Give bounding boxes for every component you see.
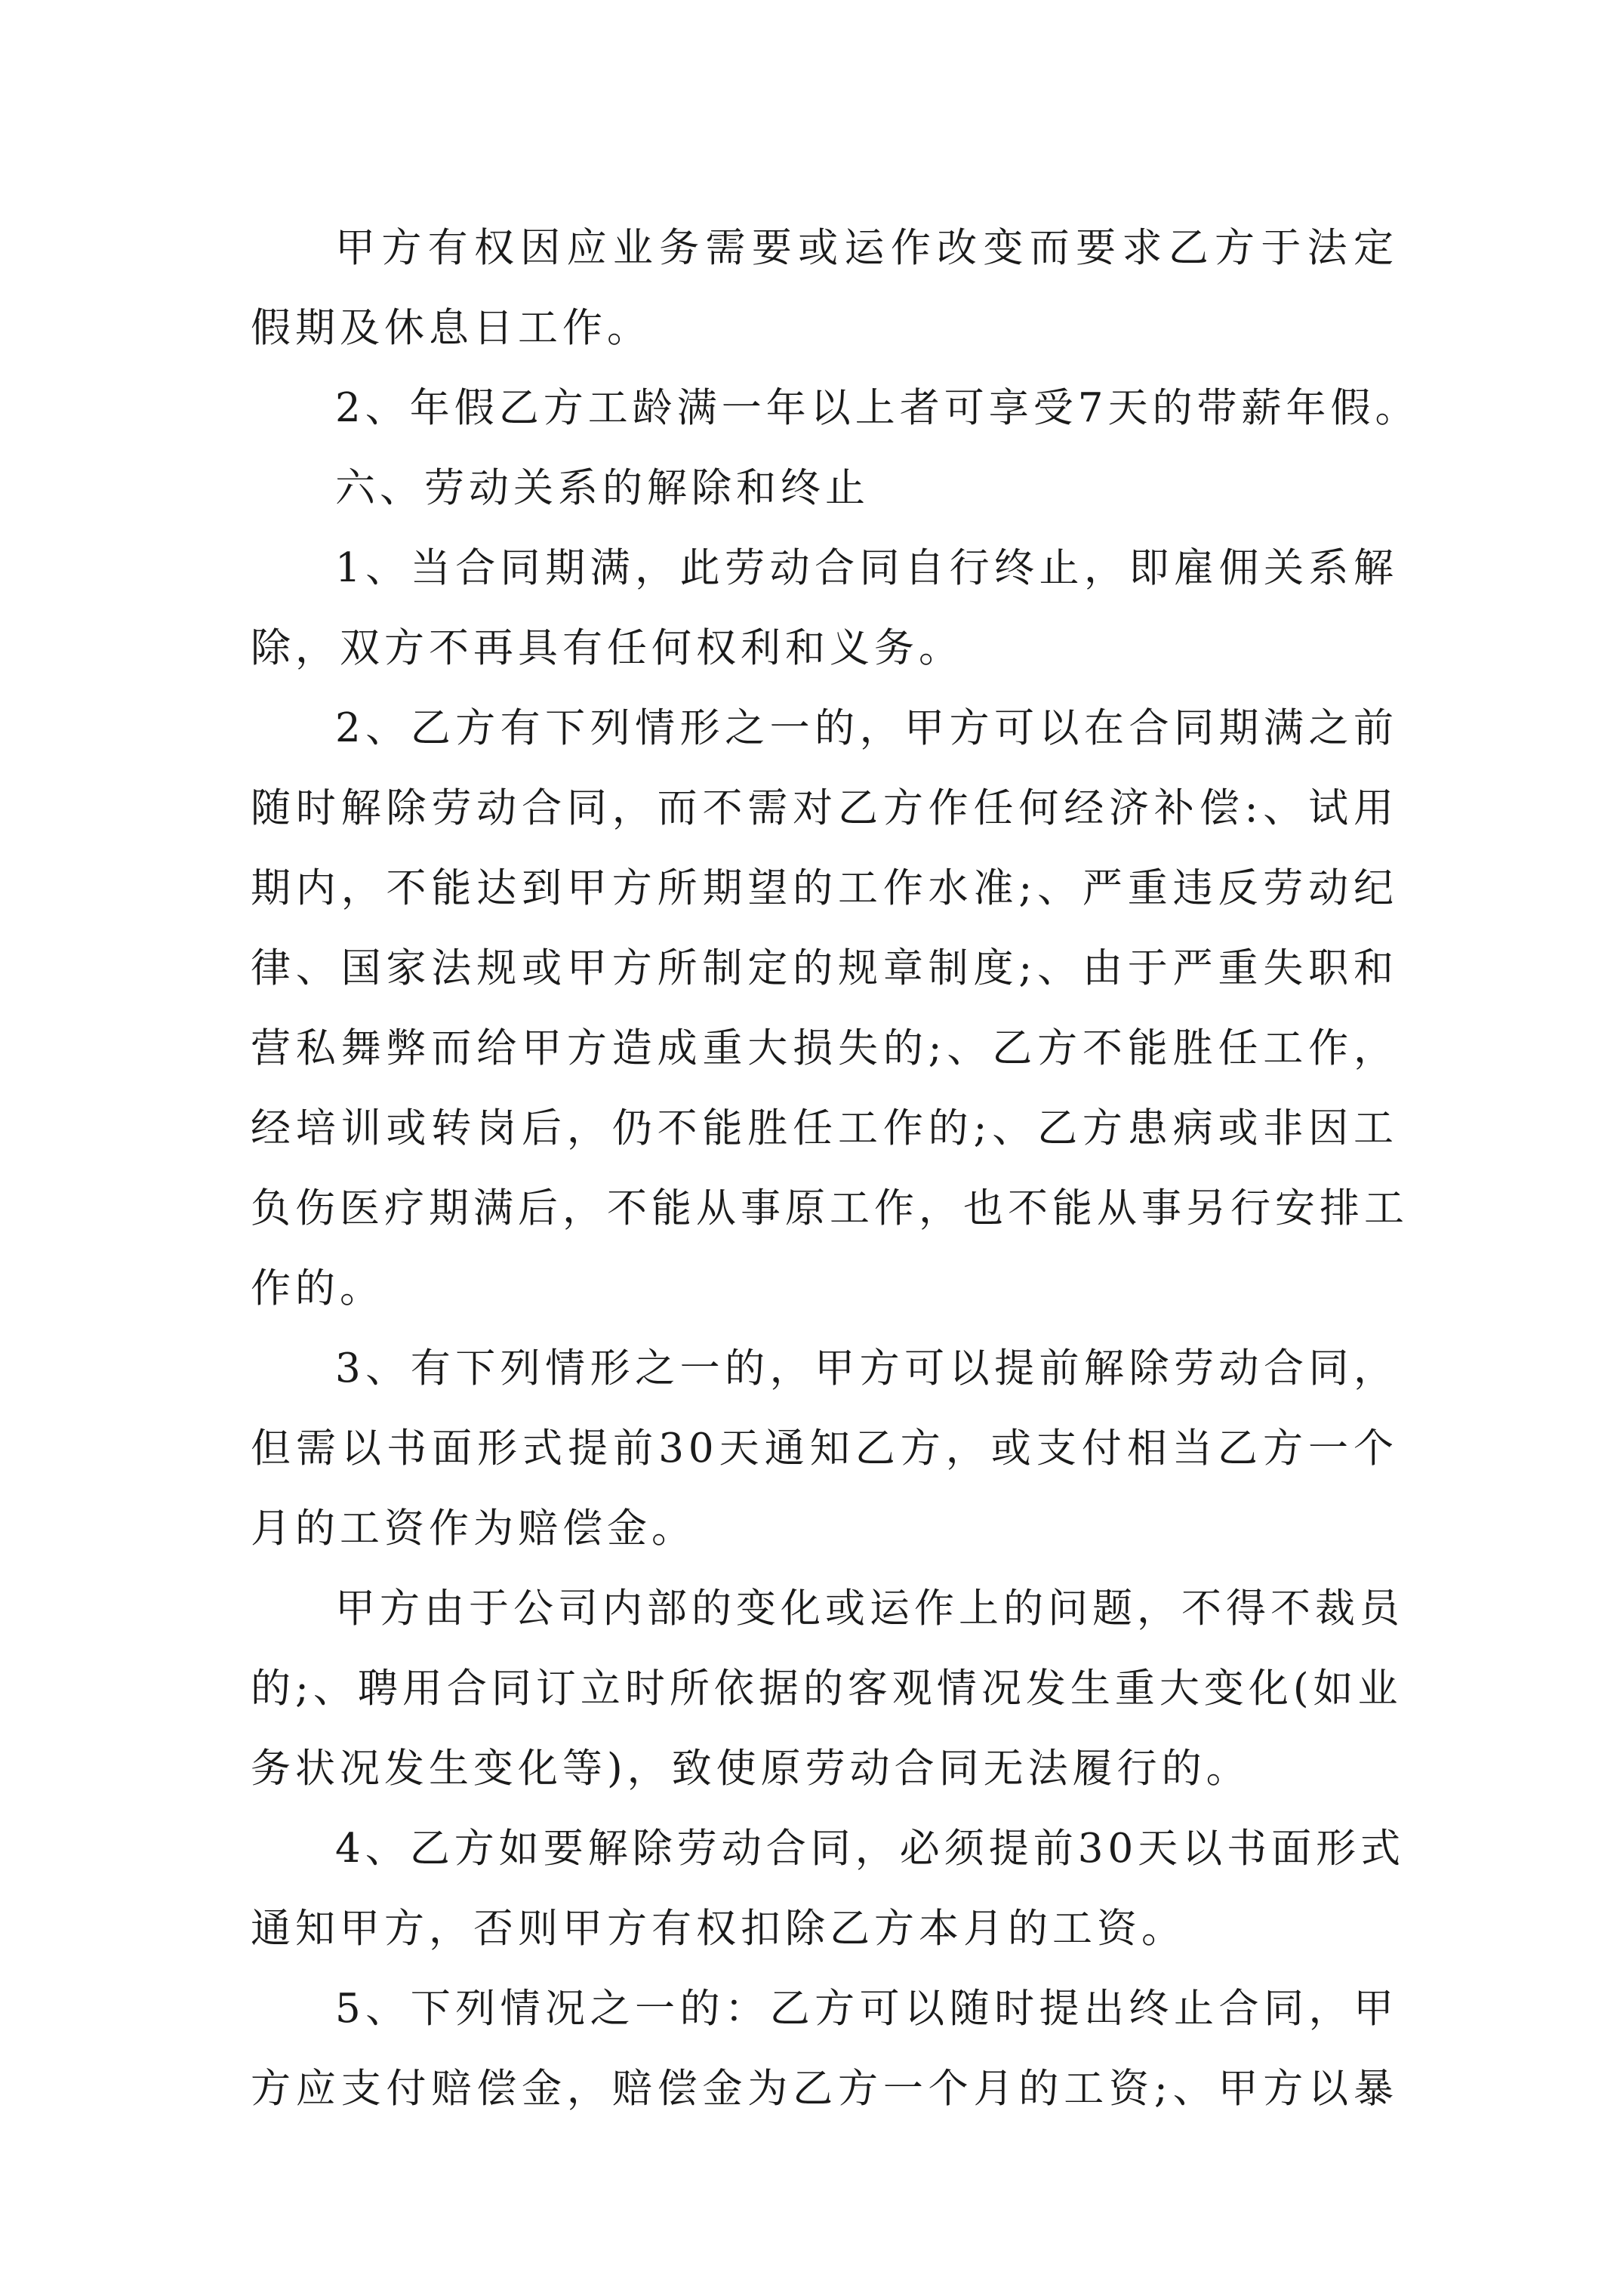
text-line: 2、年假乙方工龄满一年以上者可享受7天的带薪年假。 bbox=[335, 385, 1420, 431]
text-line: 通知甲方，否则甲方有权扣除乙方本月的工资。 bbox=[251, 1906, 1186, 1952]
text-line: 律、国家法规或甲方所制定的规章制度;、由于严重失职和 bbox=[251, 945, 1398, 991]
text-line: 1、当合同期满，此劳动合同自行终止，即雇佣关系解 bbox=[335, 545, 1398, 591]
text-line: 务状况发生变化等)，致使原劳动合同无法履行的。 bbox=[251, 1746, 1251, 1792]
text-line: 期内，不能达到甲方所期望的工作水准;、严重违反劳动纪 bbox=[251, 865, 1398, 911]
text-line: 的;、聘用合同订立时所依据的客观情况发生重大变化(如业 bbox=[251, 1666, 1403, 1712]
text-line: 随时解除劳动合同，而不需对乙方作任何经济补偿:、试用 bbox=[251, 785, 1398, 831]
section-heading: 六、劳动关系的解除和终止 bbox=[335, 465, 870, 511]
text-line: 甲方由于公司内部的变化或运作上的问题，不得不裁员 bbox=[335, 1586, 1404, 1632]
text-line: 2、乙方有下列情形之一的，甲方可以在合同期满之前 bbox=[335, 705, 1398, 751]
text-line: 5、下列情况之一的：乙方可以随时提出终止合同，甲 bbox=[335, 1986, 1398, 2032]
text-line: 甲方有权因应业务需要或运作改变而要求乙方于法定 bbox=[335, 225, 1398, 271]
text-line: 营私舞弊而给甲方造成重大损失的;、乙方不能胜任工作， bbox=[251, 1025, 1398, 1071]
text-line: 负伤医疗期满后，不能从事原工作，也不能从事另行安排工 bbox=[251, 1185, 1409, 1231]
text-line: 3、有下列情形之一的，甲方可以提前解除劳动合同， bbox=[335, 1345, 1398, 1391]
text-line: 作的。 bbox=[251, 1265, 384, 1311]
text-line: 假期及休息日工作。 bbox=[251, 305, 651, 351]
text-line: 除，双方不再具有任何权利和义务。 bbox=[251, 625, 963, 671]
text-line: 但需以书面形式提前30天通知乙方，或支付相当乙方一个 bbox=[251, 1425, 1398, 1472]
document-body bbox=[251, 208, 1420, 2129]
text-line: 方应支付赔偿金，赔偿金为乙方一个月的工资;、甲方以暴 bbox=[251, 2066, 1398, 2112]
text-line: 4、乙方如要解除劳动合同，必须提前30天以书面形式 bbox=[335, 1826, 1406, 1872]
text-line: 月的工资作为赔偿金。 bbox=[251, 1505, 696, 1552]
text-line: 经培训或转岗后，仍不能胜任工作的;、乙方患病或非因工 bbox=[251, 1105, 1398, 1151]
